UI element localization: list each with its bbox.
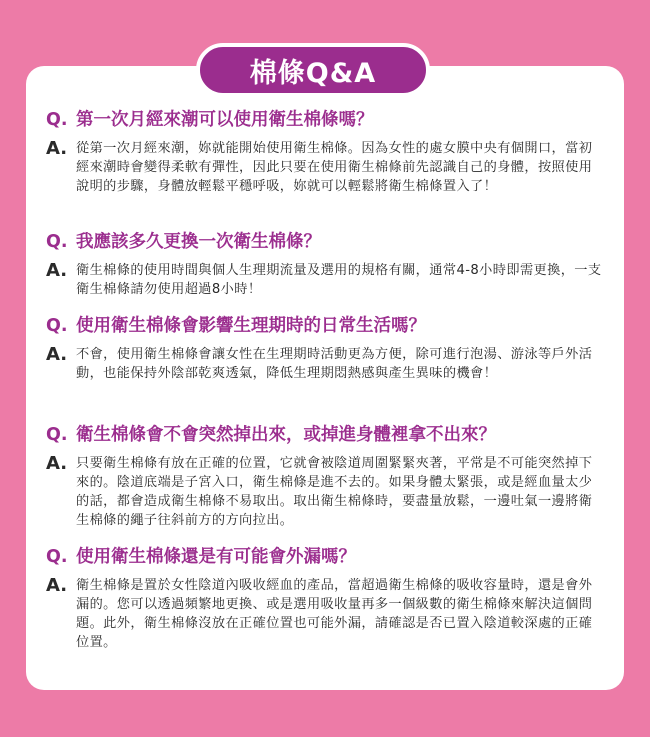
qa-item-4 xyxy=(46,424,606,530)
q-marker: Q. xyxy=(46,232,68,252)
question-text: 使用衛生棉條會影響生理期時的日常生活嗎？ xyxy=(76,316,426,336)
q-marker: Q. xyxy=(46,425,68,445)
question-row xyxy=(46,424,606,446)
answer-row xyxy=(46,139,606,196)
answer-row xyxy=(46,576,606,652)
answer-text: 不會，使用衛生棉條會讓女性在生理期時活動更為方便，除可進行泡湯、游泳等戶外活動，也能保持外陰部乾爽透氣，降低生理期悶熱感與產生異味的機會！ xyxy=(76,347,593,381)
q-marker: Q. xyxy=(46,316,68,336)
question-row xyxy=(46,315,606,337)
question-text: 使用衛生棉條還是有可能會外漏嗎？ xyxy=(76,547,356,567)
qa-item-1 xyxy=(46,109,606,196)
answer-text: 從第一次月經來潮，妳就能開始使用衛生棉條。因為女性的處女膜中央有個開口，當初經來潮時會變得柔軟有彈性，因此只要在使用衛生棉條前先認識自己的身體，按照使用說明的步驟，身體放輕鬆平穩呼吸，妳就可以輕鬆將衛生棉條置入了！ xyxy=(76,141,593,194)
a-marker: A. xyxy=(46,260,68,281)
a-marker: A. xyxy=(46,575,68,596)
question-text: 第一次月經來潮可以使用衛生棉條嗎？ xyxy=(76,110,374,130)
q-marker: Q. xyxy=(46,547,68,567)
question-row xyxy=(46,546,606,568)
a-marker: A. xyxy=(46,138,68,159)
answer-row xyxy=(46,454,606,530)
qa-item-3 xyxy=(46,315,606,383)
question-text: 我應該多久更換一次衛生棉條？ xyxy=(76,232,321,252)
page-title: 棉條Q&A xyxy=(196,43,430,97)
answer-text: 衛生棉條的使用時間與個人生理期流量及選用的規格有關，通常4-8小時即需更換，一支衛生棉條請勿使用超過8小時！ xyxy=(76,263,602,297)
answer-text: 衛生棉條是置於女性陰道內吸收經血的產品，當超過衛生棉條的吸收容量時，還是會外漏的。您可以透過頻繁地更換、或是選用吸收量再多一個級數的衛生棉條來解決這個問題。此外，衛生棉條沒放在正確位置也可能外漏，請確認是否已置入陰道較深處的正確位置。 xyxy=(76,578,593,650)
question-row xyxy=(46,109,606,131)
qa-item-5 xyxy=(46,546,606,652)
question-row xyxy=(46,231,606,253)
a-marker: A. xyxy=(46,453,68,474)
a-marker: A. xyxy=(46,344,68,365)
question-text: 衛生棉條會不會突然掉出來，或掉進身體裡拿不出來？ xyxy=(76,425,496,445)
q-marker: Q. xyxy=(46,110,68,130)
answer-row xyxy=(46,345,606,383)
answer-text: 只要衛生棉條有放在正確的位置，它就會被陰道周圍緊緊夾著，平常是不可能突然掉下來的。陰道底端是子宮入口，衛生棉條是進不去的。如果身體太緊張，或是經血量太少的話，都會造成衛生棉條不易取出。取出衛生棉條時，要盡量放鬆，一邊吐氣一邊將衛生棉條的繩子往斜前方的方向拉出。 xyxy=(76,456,593,528)
answer-row xyxy=(46,261,606,299)
qa-item-2 xyxy=(46,231,606,299)
